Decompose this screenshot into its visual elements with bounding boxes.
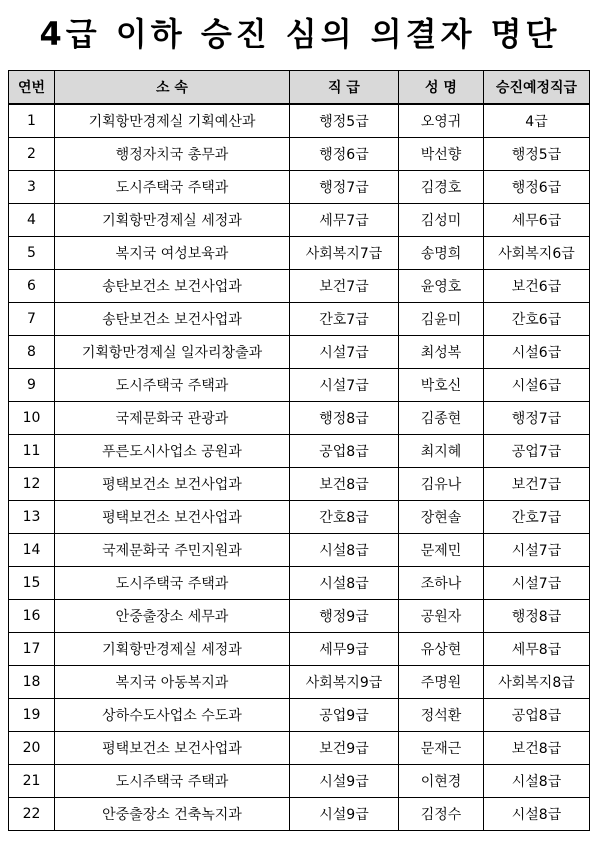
promotion-grade-cell: 간호7급 — [484, 501, 590, 534]
department-cell: 기획항만경제실 세정과 — [55, 204, 290, 237]
serial-number-cell: 12 — [9, 468, 55, 501]
department-cell: 기획항만경제실 일자리창출과 — [55, 336, 290, 369]
name-cell: 유상현 — [399, 633, 484, 666]
serial-number-cell: 9 — [9, 369, 55, 402]
name-cell: 이현경 — [399, 765, 484, 798]
header-name: 성 명 — [399, 71, 484, 105]
grade-cell: 행정6급 — [290, 138, 399, 171]
table-row — [9, 798, 590, 831]
name-cell: 김종현 — [399, 402, 484, 435]
promotion-grade-cell: 행정8급 — [484, 600, 590, 633]
promotion-grade-cell: 보건6급 — [484, 270, 590, 303]
name-cell: 오영귀 — [399, 104, 484, 138]
serial-number-cell: 5 — [9, 237, 55, 270]
department-cell: 국제문화국 관광과 — [55, 402, 290, 435]
serial-number-cell: 16 — [9, 600, 55, 633]
name-cell: 송명희 — [399, 237, 484, 270]
serial-number-cell: 14 — [9, 534, 55, 567]
serial-number-cell: 17 — [9, 633, 55, 666]
table-row — [9, 104, 590, 138]
grade-cell: 보건7급 — [290, 270, 399, 303]
grade-cell: 세무9급 — [290, 633, 399, 666]
name-cell: 조하나 — [399, 567, 484, 600]
promotion-grade-cell: 보건8급 — [484, 732, 590, 765]
promotion-grade-cell: 사회복지6급 — [484, 237, 590, 270]
name-cell: 문제민 — [399, 534, 484, 567]
table-row — [9, 765, 590, 798]
department-cell: 평택보건소 보건사업과 — [55, 468, 290, 501]
table-row — [9, 171, 590, 204]
department-cell: 안중출장소 건축녹지과 — [55, 798, 290, 831]
table-row — [9, 699, 590, 732]
table-row — [9, 402, 590, 435]
header-department: 소 속 — [55, 71, 290, 105]
name-cell: 정석환 — [399, 699, 484, 732]
name-cell: 공원자 — [399, 600, 484, 633]
promotion-grade-cell: 시설7급 — [484, 567, 590, 600]
department-cell: 송탄보건소 보건사업과 — [55, 303, 290, 336]
grade-cell: 시설9급 — [290, 798, 399, 831]
table-header-row — [9, 71, 590, 105]
grade-cell: 보건9급 — [290, 732, 399, 765]
serial-number-cell: 18 — [9, 666, 55, 699]
department-cell: 기획항만경제실 세정과 — [55, 633, 290, 666]
name-cell: 김윤미 — [399, 303, 484, 336]
table-row — [9, 270, 590, 303]
header-serial-number: 연번 — [9, 71, 55, 105]
grade-cell: 시설8급 — [290, 567, 399, 600]
name-cell: 김정수 — [399, 798, 484, 831]
grade-cell: 세무7급 — [290, 204, 399, 237]
table-row — [9, 732, 590, 765]
grade-cell: 행정5급 — [290, 104, 399, 138]
serial-number-cell: 6 — [9, 270, 55, 303]
name-cell: 김성미 — [399, 204, 484, 237]
serial-number-cell: 20 — [9, 732, 55, 765]
name-cell: 장현솔 — [399, 501, 484, 534]
table-row — [9, 336, 590, 369]
promotion-grade-cell: 행정7급 — [484, 402, 590, 435]
serial-number-cell: 2 — [9, 138, 55, 171]
grade-cell: 행정8급 — [290, 402, 399, 435]
department-cell: 푸른도시사업소 공원과 — [55, 435, 290, 468]
table-row — [9, 468, 590, 501]
grade-cell: 사회복지7급 — [290, 237, 399, 270]
grade-cell: 행정7급 — [290, 171, 399, 204]
serial-number-cell: 15 — [9, 567, 55, 600]
document-title: 4급 이하 승진 심의 의결자 명단 — [39, 15, 561, 53]
serial-number-cell: 3 — [9, 171, 55, 204]
header-promotion-grade: 승진예정직급 — [484, 71, 590, 105]
department-cell: 평택보건소 보건사업과 — [55, 501, 290, 534]
table-row — [9, 501, 590, 534]
promotion-grade-cell: 공업8급 — [484, 699, 590, 732]
promotion-grade-cell: 공업7급 — [484, 435, 590, 468]
name-cell: 최성복 — [399, 336, 484, 369]
grade-cell: 시설9급 — [290, 765, 399, 798]
grade-cell: 사회복지9급 — [290, 666, 399, 699]
table-row — [9, 567, 590, 600]
serial-number-cell: 8 — [9, 336, 55, 369]
promotion-grade-cell: 세무6급 — [484, 204, 590, 237]
promotion-grade-cell: 세무8급 — [484, 633, 590, 666]
table-row — [9, 369, 590, 402]
promotion-grade-cell: 보건7급 — [484, 468, 590, 501]
department-cell: 복지국 아동복지과 — [55, 666, 290, 699]
table-row — [9, 633, 590, 666]
table-row — [9, 600, 590, 633]
grade-cell: 시설7급 — [290, 369, 399, 402]
name-cell: 박선향 — [399, 138, 484, 171]
grade-cell: 공업9급 — [290, 699, 399, 732]
name-cell: 윤영호 — [399, 270, 484, 303]
grade-cell: 간호7급 — [290, 303, 399, 336]
promotion-grade-cell: 시설8급 — [484, 798, 590, 831]
serial-number-cell: 4 — [9, 204, 55, 237]
grade-cell: 보건8급 — [290, 468, 399, 501]
serial-number-cell: 19 — [9, 699, 55, 732]
serial-number-cell: 13 — [9, 501, 55, 534]
name-cell: 주명원 — [399, 666, 484, 699]
header-grade: 직 급 — [290, 71, 399, 105]
promotion-grade-cell: 시설6급 — [484, 369, 590, 402]
table-body — [9, 104, 590, 831]
grade-cell: 간호8급 — [290, 501, 399, 534]
grade-cell: 시설7급 — [290, 336, 399, 369]
name-cell: 문재근 — [399, 732, 484, 765]
table-row — [9, 237, 590, 270]
grade-cell: 행정9급 — [290, 600, 399, 633]
serial-number-cell: 1 — [9, 104, 55, 138]
department-cell: 복지국 여성보육과 — [55, 237, 290, 270]
department-cell: 행정자치국 총무과 — [55, 138, 290, 171]
name-cell: 최지혜 — [399, 435, 484, 468]
department-cell: 도시주택국 주택과 — [55, 369, 290, 402]
promotion-grade-cell: 간호6급 — [484, 303, 590, 336]
department-cell: 도시주택국 주택과 — [55, 765, 290, 798]
serial-number-cell: 10 — [9, 402, 55, 435]
table-row — [9, 534, 590, 567]
promotion-grade-cell: 행정6급 — [484, 171, 590, 204]
promotion-grade-cell: 행정5급 — [484, 138, 590, 171]
department-cell: 기획항만경제실 기획예산과 — [55, 104, 290, 138]
table-row — [9, 666, 590, 699]
serial-number-cell: 21 — [9, 765, 55, 798]
table-row — [9, 138, 590, 171]
department-cell: 송탄보건소 보건사업과 — [55, 270, 290, 303]
promotion-grade-cell: 4급 — [484, 104, 590, 138]
promotion-grade-cell: 시설6급 — [484, 336, 590, 369]
department-cell: 상하수도사업소 수도과 — [55, 699, 290, 732]
department-cell: 도시주택국 주택과 — [55, 567, 290, 600]
promotion-grade-cell: 시설7급 — [484, 534, 590, 567]
grade-cell: 공업8급 — [290, 435, 399, 468]
serial-number-cell: 22 — [9, 798, 55, 831]
promotion-roster-table — [8, 70, 590, 831]
serial-number-cell: 11 — [9, 435, 55, 468]
grade-cell: 시설8급 — [290, 534, 399, 567]
department-cell: 국제문화국 주민지원과 — [55, 534, 290, 567]
promotion-grade-cell: 사회복지8급 — [484, 666, 590, 699]
table-row — [9, 204, 590, 237]
department-cell: 도시주택국 주택과 — [55, 171, 290, 204]
department-cell: 평택보건소 보건사업과 — [55, 732, 290, 765]
serial-number-cell: 7 — [9, 303, 55, 336]
department-cell: 안중출장소 세무과 — [55, 600, 290, 633]
name-cell: 김유나 — [399, 468, 484, 501]
table-row — [9, 303, 590, 336]
name-cell: 박호신 — [399, 369, 484, 402]
promotion-grade-cell: 시설8급 — [484, 765, 590, 798]
name-cell: 김경호 — [399, 171, 484, 204]
table-row — [9, 435, 590, 468]
